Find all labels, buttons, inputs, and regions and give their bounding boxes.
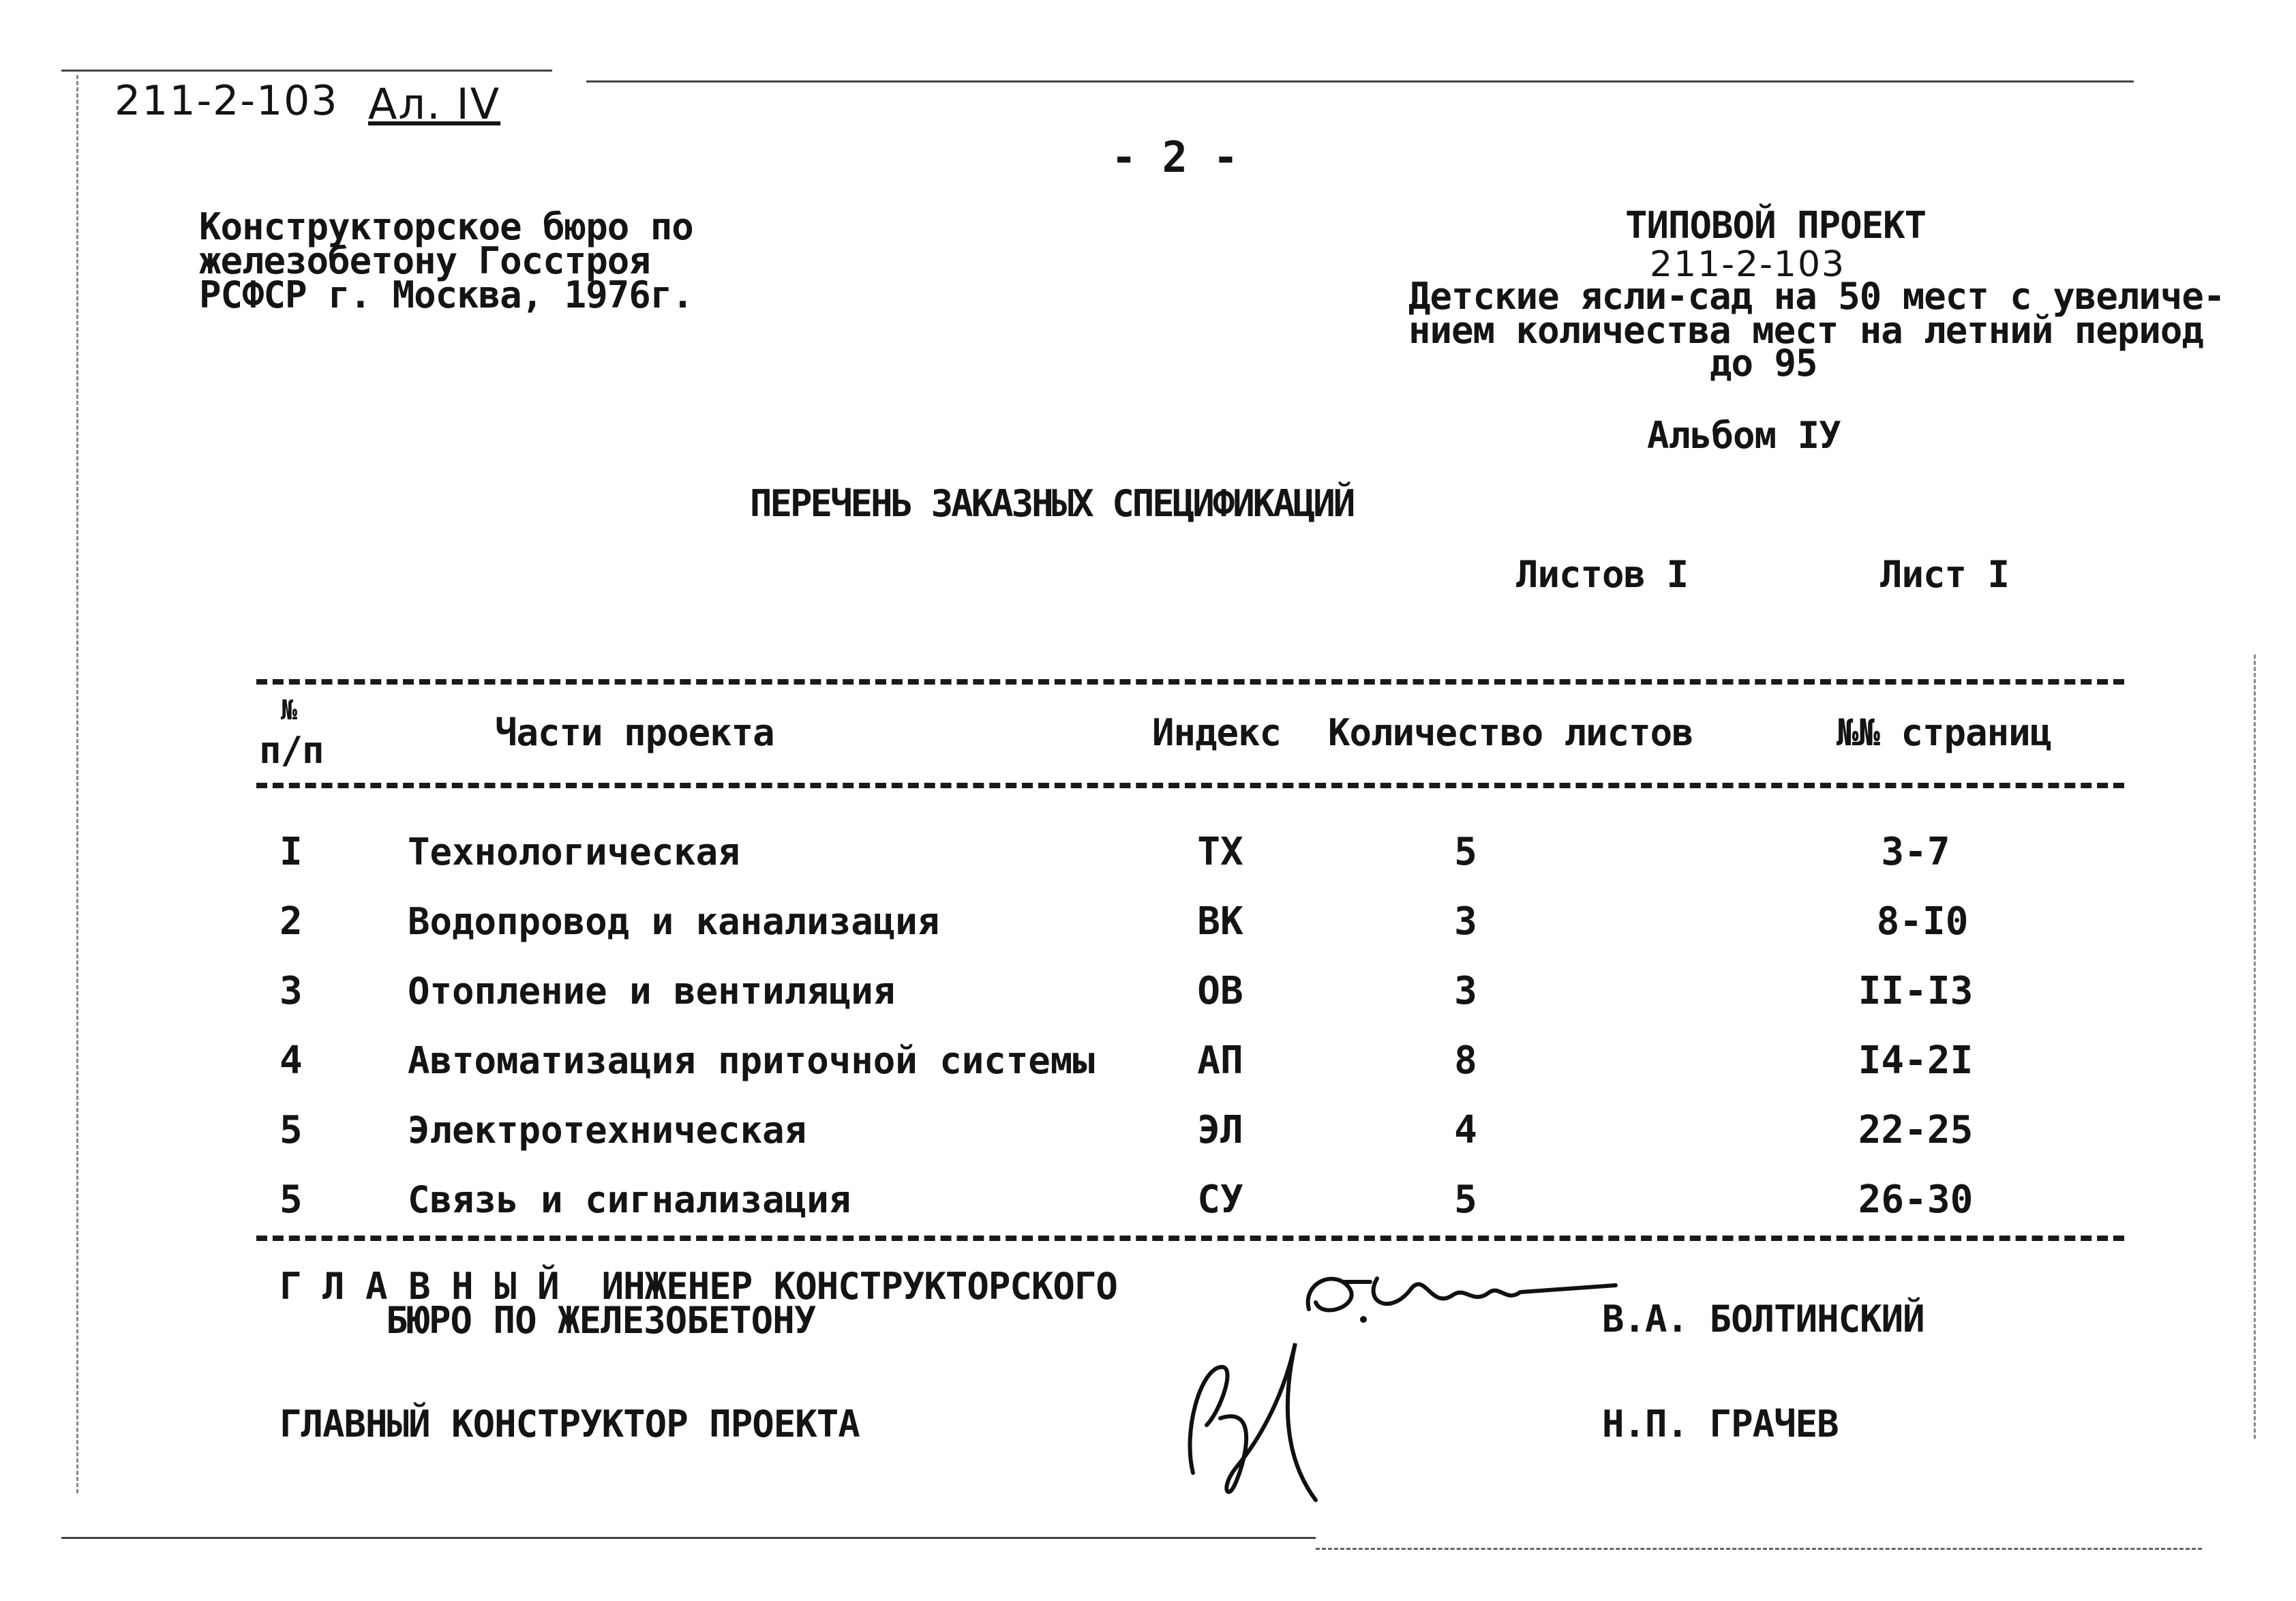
header-part: Части проекта xyxy=(495,711,774,754)
row-part: Связь и сигнализация xyxy=(408,1178,851,1221)
row-num: 4 xyxy=(280,1038,303,1083)
row-pages: 8-I0 xyxy=(1876,899,1969,944)
left-border-line xyxy=(76,75,78,1493)
top-border-line-right xyxy=(586,80,2134,83)
row-index: ОВ xyxy=(1197,969,1243,1013)
row-index: СУ xyxy=(1197,1178,1243,1222)
chief-designer-name: Н.П. ГРАЧЕВ xyxy=(1602,1403,1839,1446)
row-index: ТХ xyxy=(1197,830,1243,874)
project-title-line-3: до 95 xyxy=(1710,342,1817,385)
org-line-2: железобетону Госстроя xyxy=(199,239,650,282)
row-index: АП xyxy=(1197,1038,1243,1083)
chief-designer-title: ГЛАВНЫЙ КОНСТРУКТОР ПРОЕКТА xyxy=(280,1403,860,1446)
org-line-1: Конструкторское бюро по xyxy=(199,205,693,248)
row-num: 5 xyxy=(280,1178,303,1222)
row-pages: II-I3 xyxy=(1858,969,1974,1013)
page-number: - 2 - xyxy=(1111,132,1239,182)
header-num: п/п xyxy=(259,729,324,772)
project-title-line-2: нием количества мест на летний период xyxy=(1408,309,2203,352)
header-pages: №№ страниц xyxy=(1837,711,2052,754)
project-code: 211-2-103 xyxy=(1650,244,1846,285)
row-num: 2 xyxy=(280,899,303,944)
row-count: 8 xyxy=(1454,1038,1477,1083)
row-part: Отопление и вентиляция xyxy=(408,970,896,1013)
chief-engineer-title-1: Г Л А В Н Ы Й ИНЖЕНЕР КОНСТРУКТОРСКОГО xyxy=(280,1265,1117,1308)
chief-engineer-name: В.А. БОЛТИНСКИЙ xyxy=(1602,1298,1924,1341)
row-pages: 26-30 xyxy=(1858,1178,1974,1222)
row-num: 3 xyxy=(280,969,303,1013)
row-count: 5 xyxy=(1454,1178,1477,1222)
row-count: 4 xyxy=(1454,1108,1477,1152)
org-line-3: РСФСР г. Москва, 1976г. xyxy=(199,273,693,316)
chief-engineer-title-2: БЮРО ПО ЖЕЛЕЗОБЕТОНУ xyxy=(386,1299,816,1342)
sheets-total: Листов I xyxy=(1516,553,1689,596)
signature-boltinsky xyxy=(1295,1255,1622,1343)
right-border-line xyxy=(2254,655,2256,1439)
row-index: ЭЛ xyxy=(1197,1108,1243,1152)
row-part: Автоматизация приточной системы xyxy=(408,1039,1095,1082)
header-count: Количество листов xyxy=(1328,711,1693,754)
header-index: Индекс xyxy=(1152,711,1282,754)
row-pages: I4-2I xyxy=(1858,1038,1974,1083)
row-part: Технологическая xyxy=(408,831,740,873)
document-title: ПЕРЕЧЕНЬ ЗАКАЗНЫХ СПЕЦИФИКАЦИЙ xyxy=(750,482,1354,525)
bottom-border-line xyxy=(61,1537,1316,1539)
row-index: ВК xyxy=(1197,899,1243,944)
bottom-border-line-right xyxy=(1316,1548,2202,1550)
row-count: 3 xyxy=(1454,899,1477,944)
sheet-current: Лист I xyxy=(1880,553,2010,596)
album-label: Альбом IУ xyxy=(1647,414,1841,457)
project-title-line-1: Детские ясли-сад на 50 мест с увеличе- xyxy=(1408,275,2225,318)
project-label: ТИПОВОЙ ПРОЕКТ xyxy=(1625,204,1927,247)
corner-code: 211-2-103 xyxy=(115,77,339,125)
row-pages: 22-25 xyxy=(1858,1108,1974,1152)
row-count: 3 xyxy=(1454,969,1477,1013)
row-part: Водопровод и канализация xyxy=(408,900,940,943)
row-part: Электротехническая xyxy=(408,1109,807,1152)
table-bottom-rule xyxy=(256,1236,2124,1241)
row-num: 5 xyxy=(280,1108,303,1152)
corner-album-ref: Ал. IV xyxy=(368,79,501,129)
header-num-symbol: № xyxy=(281,695,298,726)
table-top-rule xyxy=(256,679,2124,685)
top-border-line xyxy=(61,70,552,72)
row-count: 5 xyxy=(1454,830,1477,874)
signature-grachev xyxy=(1179,1330,1343,1507)
row-num: I xyxy=(280,830,303,874)
row-pages: 3-7 xyxy=(1881,830,1950,874)
table-header-rule xyxy=(256,783,2124,788)
